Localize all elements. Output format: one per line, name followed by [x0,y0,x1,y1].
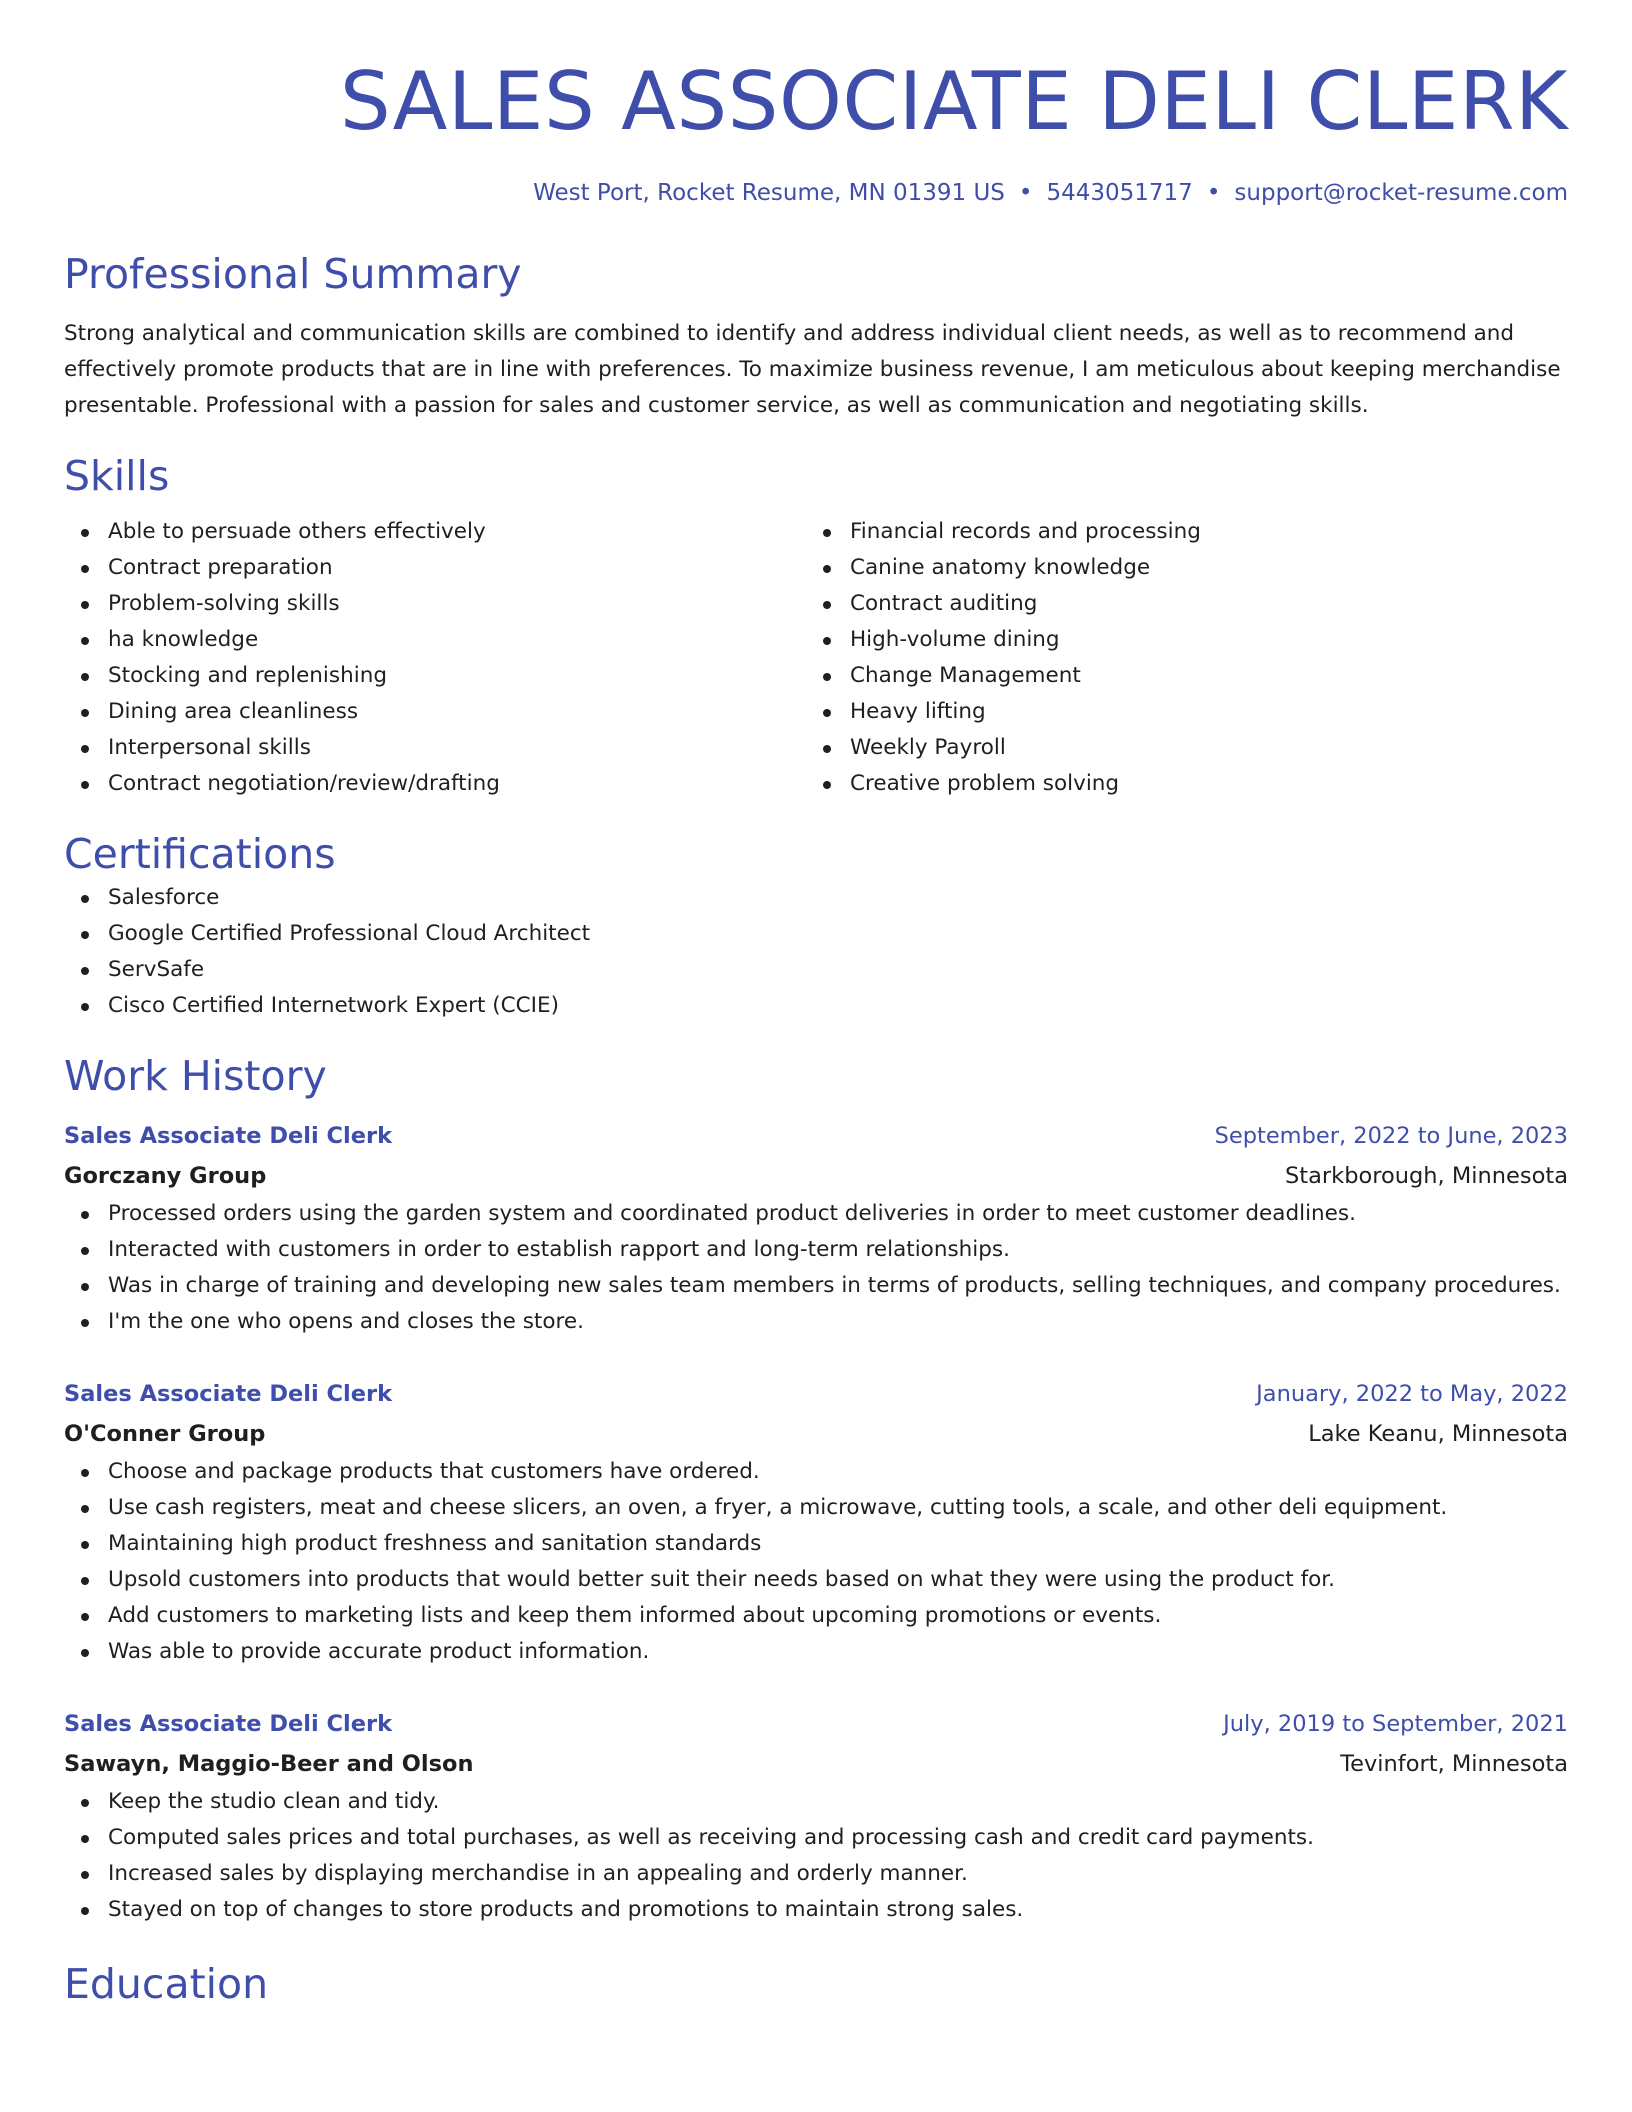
contact-phone: 5443051717 [1046,180,1193,206]
skill-item: Interpersonal skills [108,730,806,766]
job-company-row [64,1744,1568,1784]
job-title: Sales Associate Deli Clerk [64,1711,393,1737]
job-duty-item: Processed orders using the garden system and coordinated product deliveries in order to meet customer deadlines. [108,1196,1568,1232]
skill-item: Contract preparation [108,550,806,586]
summary-text: Strong analytical and communication skills are combined to identify and address individual client needs, as well as to recommend and effectively promote products that are in line with preferences. To maximize business revenue, I am meticulous about keeping merchandise presentable. Professional with a passion for sales and customer service, as well as communication and negotiating skills. [64,321,1561,418]
skill-item: High-volume dining [850,622,1548,658]
job-duty-item: Maintaining high product freshness and sanitation standards [108,1526,1568,1562]
job-dates: September, 2022 to June, 2023 [1214,1123,1568,1149]
skill-item: Stocking and replenishing [108,658,806,694]
job-duty-item: Computed sales prices and total purchases, as well as receiving and processing cash and credit card payments. [108,1820,1568,1856]
job-duty-item: Use cash registers, meat and cheese slicers, an oven, a fryer, a microwave, cutting tools, a scale, and other deli equipment. [108,1490,1568,1526]
job-dates: January, 2022 to May, 2022 [1256,1381,1568,1407]
job-title: Sales Associate Deli Clerk [64,1381,393,1407]
certifications-list [64,880,1568,1024]
skill-item: Contract negotiation/review/drafting [108,766,806,802]
job-entry [64,1704,1568,1928]
job-entry [64,1116,1568,1340]
skill-item: Heavy lifting [850,694,1548,730]
job-duty-item: Was in charge of training and developing new sales team members in terms of products, selling techniques, and company procedures. [108,1268,1568,1304]
skill-item: Weekly Payroll [850,730,1548,766]
job-company-row [64,1156,1568,1196]
certification-item: Cisco Certified Internetwork Expert (CCIE) [108,988,1568,1024]
job-title-row [64,1704,1568,1744]
job-company-row [64,1414,1568,1454]
job-duties-list [64,1454,1568,1670]
certifications-heading: Certifications [64,830,336,878]
contact-separator: • [1018,180,1033,206]
candidate-name: SALES ASSOCIATE DELI CLERK [339,55,1568,148]
job-duty-item: Was able to provide accurate product information. [108,1634,1568,1670]
education-heading: Education [64,1960,269,2008]
job-title-row [64,1116,1568,1156]
summary-heading: Professional Summary [64,250,522,298]
job-company: Sawayn, Maggio-Beer and Olson [64,1751,474,1777]
skills-column-right [806,514,1548,802]
job-dates: July, 2019 to September, 2021 [1223,1711,1568,1737]
skill-item: Canine anatomy knowledge [850,550,1548,586]
job-location: Lake Keanu, Minnesota [1308,1421,1568,1447]
job-company: O'Conner Group [64,1421,266,1447]
contact-email: support@rocket-resume.com [1234,180,1568,206]
skill-item: Problem-solving skills [108,586,806,622]
job-title-row [64,1374,1568,1414]
contact-line [64,176,1568,210]
job-location: Starkborough, Minnesota [1285,1163,1568,1189]
skill-item: Dining area cleanliness [108,694,806,730]
skill-item: Financial records and processing [850,514,1548,550]
job-duty-item: Stayed on top of changes to store products and promotions to maintain strong sales. [108,1892,1568,1928]
certification-item: ServSafe [108,952,1568,988]
job-duties-list [64,1784,1568,1928]
skill-item: Creative problem solving [850,766,1548,802]
job-duty-item: Upsold customers into products that would better suit their needs based on what they were using the product for. [108,1562,1568,1598]
job-company: Gorczany Group [64,1163,267,1189]
job-duties-list [64,1196,1568,1340]
job-duty-item: Interacted with customers in order to establish rapport and long-term relationships. [108,1232,1568,1268]
job-duty-item: Choose and package products that customers have ordered. [108,1454,1568,1490]
skills-heading: Skills [64,452,170,500]
skill-item: Contract auditing [850,586,1548,622]
skill-item: Able to persuade others effectively [108,514,806,550]
job-duty-item: I'm the one who opens and closes the store. [108,1304,1568,1340]
work-history-heading: Work History [64,1052,327,1100]
skills-list-left [64,514,806,802]
job-location: Tevinfort, Minnesota [1340,1751,1568,1777]
skills-column-left [64,514,806,802]
job-entry [64,1374,1568,1670]
contact-address: West Port, Rocket Resume, MN 01391 US [533,180,1005,206]
certification-item: Google Certified Professional Cloud Architect [108,916,1568,952]
skills-list-right [806,514,1548,802]
contact-separator: • [1206,180,1221,206]
job-duty-item: Add customers to marketing lists and keep them informed about upcoming promotions or events. [108,1598,1568,1634]
job-duty-item: Keep the studio clean and tidy. [108,1784,1568,1820]
skills-columns [64,514,1568,802]
skill-item: ha knowledge [108,622,806,658]
certification-item: Salesforce [108,880,1568,916]
skill-item: Change Management [850,658,1548,694]
job-title: Sales Associate Deli Clerk [64,1123,393,1149]
job-duty-item: Increased sales by displaying merchandise in an appealing and orderly manner. [108,1856,1568,1892]
